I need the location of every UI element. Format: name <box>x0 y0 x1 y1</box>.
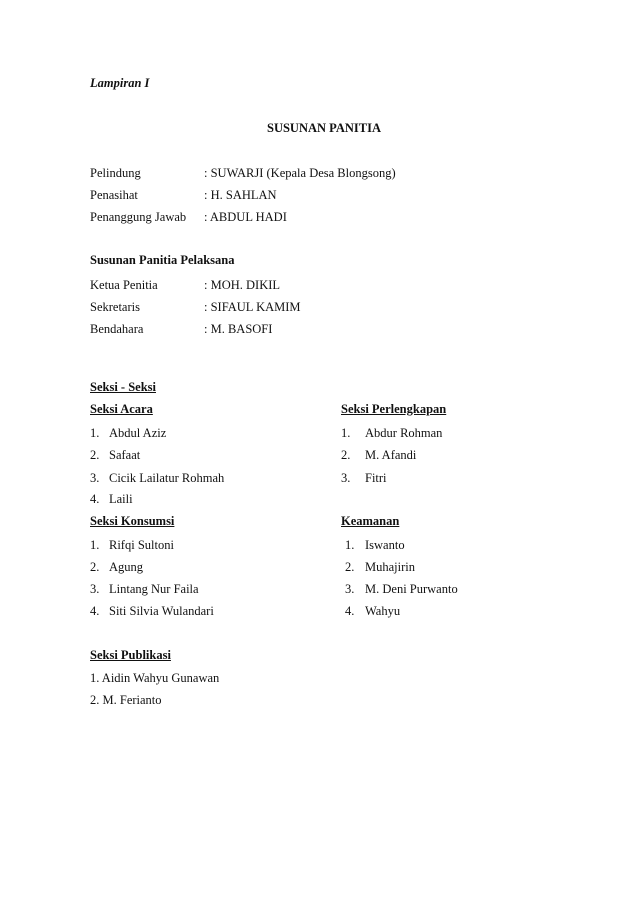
secretary-value: : SIFAUL KAMIM <box>204 300 301 314</box>
perlengkapan-heading: Seksi Perlengkapan <box>341 402 447 416</box>
chair-value: : MOH. DIKIL <box>204 278 281 292</box>
list-item-number: 1. <box>90 426 100 440</box>
list-item: Siti Silvia Wulandari <box>109 604 214 618</box>
appendix-label: Lampiran I <box>90 76 150 90</box>
list-item: 1. Aidin Wahyu Gunawan <box>90 671 220 685</box>
page-title: SUSUNAN PANITIA <box>267 121 382 135</box>
list-item-number: 3. <box>345 582 355 596</box>
executive-heading: Susunan Panitia Pelaksana <box>90 253 235 267</box>
list-item: Lintang Nur Faila <box>109 582 199 596</box>
list-item: 2. M. Ferianto <box>90 693 162 707</box>
list-item-number: 2. <box>345 560 355 574</box>
chair-label: Ketua Penitia <box>90 278 158 292</box>
advisor-value: : H. SAHLAN <box>204 188 277 202</box>
treasurer-value: : M. BASOFI <box>204 322 273 336</box>
advisor-label: Penasihat <box>90 188 138 202</box>
list-item-number: 4. <box>90 604 100 618</box>
list-item-number: 1. <box>90 538 100 552</box>
list-item-number: 1. <box>345 538 355 552</box>
list-item-number: 1. <box>341 426 351 440</box>
acara-heading: Seksi Acara <box>90 402 153 416</box>
secretary-label: Sekretaris <box>90 300 140 314</box>
sections-heading: Seksi - Seksi <box>90 380 156 394</box>
list-item-number: 4. <box>345 604 355 618</box>
list-item: Cicik Lailatur Rohmah <box>109 471 225 485</box>
list-item: M. Deni Purwanto <box>365 582 458 596</box>
treasurer-label: Bendahara <box>90 322 144 336</box>
list-item: Abdul Aziz <box>109 426 167 440</box>
list-item-number: 3. <box>90 471 100 485</box>
list-item: Iswanto <box>365 538 405 552</box>
list-item-number: 2. <box>341 448 351 462</box>
list-item: Agung <box>109 560 144 574</box>
list-item: Rifqi Sultoni <box>109 538 174 552</box>
list-item-number: 4. <box>90 492 100 506</box>
list-item-number: 2. <box>90 448 100 462</box>
list-item: Wahyu <box>365 604 401 618</box>
list-item: Laili <box>109 492 133 506</box>
list-item: Abdur Rohman <box>365 426 443 440</box>
konsumsi-heading: Seksi Konsumsi <box>90 514 175 528</box>
list-item: Fitri <box>365 471 387 485</box>
publikasi-heading: Seksi Publikasi <box>90 648 171 662</box>
responsible-value: : ABDUL HADI <box>204 210 287 224</box>
responsible-label: Penanggung Jawab <box>90 210 187 224</box>
list-item: Muhajirin <box>365 560 415 574</box>
list-item: Safaat <box>109 448 141 462</box>
list-item-number: 2. <box>90 560 100 574</box>
keamanan-heading: Keamanan <box>341 514 400 528</box>
patron-label: Pelindung <box>90 166 141 180</box>
patron-value: : SUWARJI (Kepala Desa Blongsong) <box>204 166 396 180</box>
list-item: M. Afandi <box>365 448 417 462</box>
list-item-number: 3. <box>90 582 100 596</box>
list-item-number: 3. <box>341 471 351 485</box>
